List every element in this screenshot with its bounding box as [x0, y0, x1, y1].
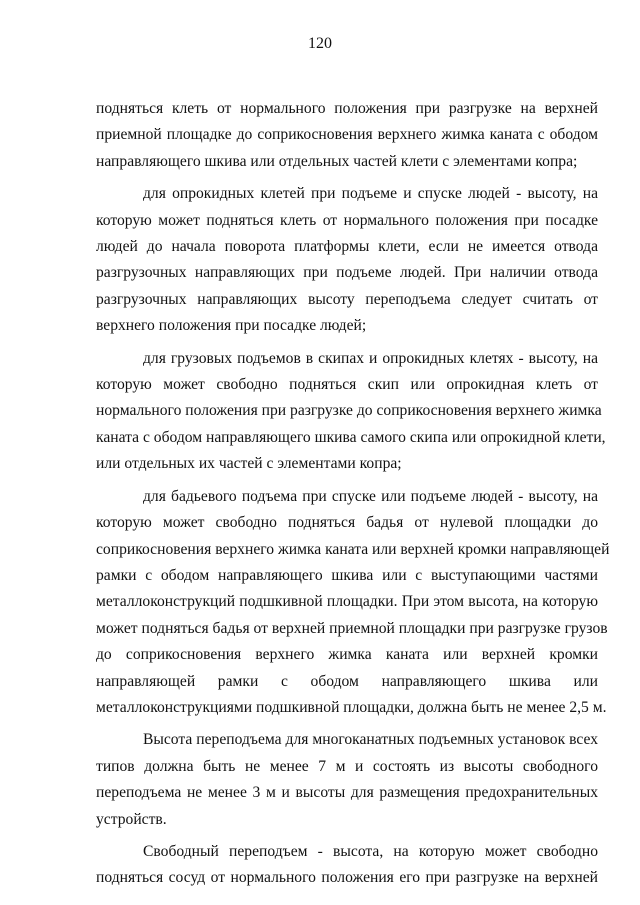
text-line: устройств.	[96, 810, 167, 828]
paragraph	[96, 839, 598, 892]
paragraph	[96, 346, 606, 478]
text-line: нормального положения при разгрузке до соприкосновения верхнего жимка	[96, 402, 602, 420]
text-line: для грузовых подъемов в скипах и опрокидных клетях - высоту, на	[143, 349, 598, 367]
text-line: типов должна быть не менее 7 м и состоять из высоты свободного	[96, 757, 598, 775]
text-line: металлоконструкций подшкивной площадки. При этом высота, на которую	[96, 593, 598, 611]
paragraph	[96, 181, 598, 339]
page-number: 120	[308, 35, 332, 52]
paragraph	[96, 484, 610, 722]
text-line: до соприкосновения верхнего жимка каната или верхней кромки	[96, 646, 598, 664]
text-line: разгрузочных направляющих высоту переподъема следует считать от	[96, 290, 598, 308]
text-line: разгрузочных направляющих при подъеме людей. При наличии отвода	[96, 264, 598, 282]
text-line: верхнего положения при посадке людей;	[96, 317, 367, 335]
body-text	[96, 96, 610, 898]
text-line: соприкосновения верхнего жимка каната или верхней кромки направляющей	[96, 540, 610, 558]
text-line: направляющей рамки с ободом направляющего шкива или	[96, 672, 598, 690]
text-line: Высота переподъема для многоканатных подъемных установок всех	[143, 731, 598, 749]
text-line: людей до начала поворота платформы клети, если не имеется отвода	[96, 238, 598, 256]
text-line: для опрокидных клетей при подъеме и спуске людей - высоту, на	[143, 185, 598, 203]
text-line: направляющего шкива или отдельных частей клети с элементами копра;	[96, 152, 578, 170]
text-line: для бадьевого подъема при спуске или подъеме людей - высоту, на	[143, 487, 598, 505]
text-line: переподъема не менее 3 м и высоты для размещения предохранительных	[96, 784, 598, 802]
text-line: которую может подняться клеть от нормального положения при посадке	[96, 211, 598, 229]
text-line: каната с ободом направляющего шкива самого скипа или опрокидной клети,	[96, 428, 606, 446]
text-line: которую может свободно подняться скип или опрокидная клеть от	[96, 376, 598, 394]
text-line: подняться сосуд от нормального положения его при разгрузке на верхней	[96, 869, 598, 887]
text-line: которую может свободно подняться бадья от нулевой площадки до	[96, 514, 598, 532]
text-line: подняться клеть от нормального положения при разгрузке на верхней	[96, 100, 598, 117]
text-line: Свободный переподъем - высота, на которую может свободно	[143, 842, 598, 860]
text-line: или отдельных их частей с элементами копра;	[96, 455, 402, 473]
paragraph	[96, 96, 598, 175]
text-line: может подняться бадья от верхней приемной площадки при разгрузке грузов	[96, 619, 608, 637]
text-line: рамки с ободом направляющего шкива или с выступающими частями	[96, 566, 598, 584]
paragraph	[96, 727, 598, 833]
text-line: металлоконструкциями подшкивной площадки, должна быть не менее 2,5 м.	[96, 698, 607, 716]
text-line: приемной площадке до соприкосновения верхнего жимка каната с ободом	[96, 126, 598, 144]
